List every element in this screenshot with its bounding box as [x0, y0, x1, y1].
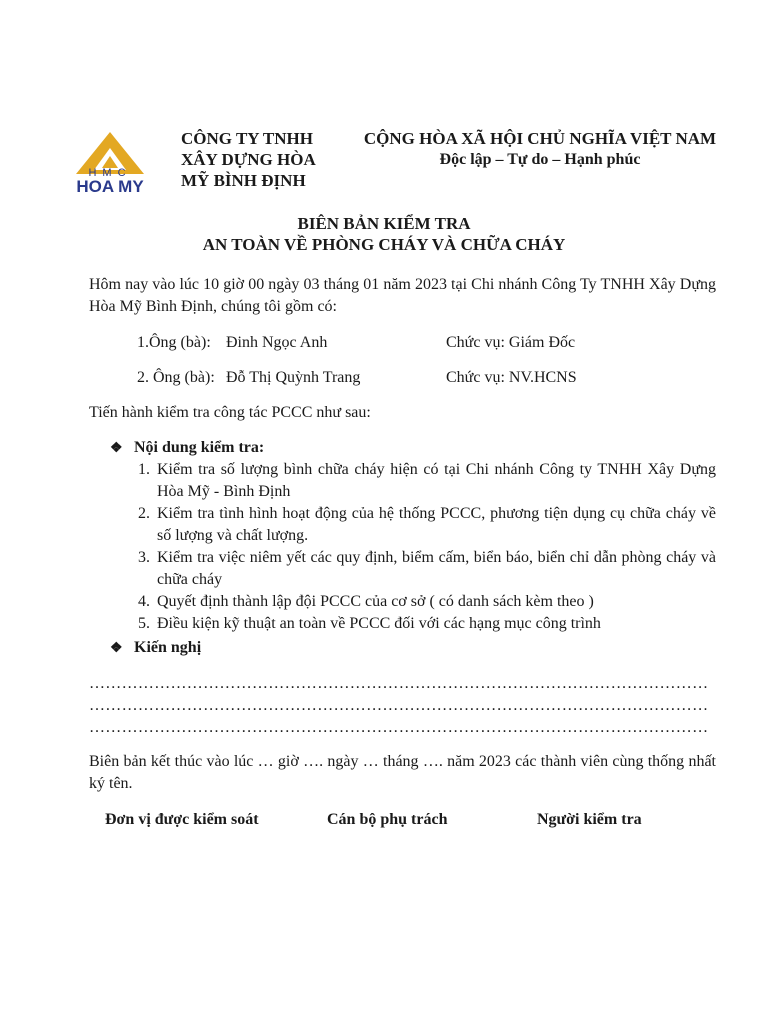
company-name: [181, 128, 341, 191]
list-item-text: Kiểm tra số lượng bình chữa cháy hiện có tại Chi nhánh Công ty TNHH Xây Dựng Hòa Mỹ - Bình Định: [157, 461, 716, 500]
national-heading: [340, 128, 740, 170]
document-title: [0, 213, 768, 255]
list-item-number: 4.: [138, 593, 150, 610]
list-item-text: Điều kiện kỹ thuật an toàn về PCCC đối với các hạng mục công trình: [157, 615, 601, 632]
list-item: [130, 591, 716, 613]
member-name: Đinh Ngọc Anh: [226, 334, 328, 351]
member-role: Chức vụ: Giám Đốc: [446, 334, 576, 351]
recommendation-heading: [110, 637, 201, 660]
list-item-text: Quyết định thành lập đội PCCC của cơ sở ( có danh sách kèm theo ): [157, 593, 594, 610]
recommendation-heading-label: Kiến nghị: [134, 639, 202, 656]
signature-inspector: Người kiểm tra: [537, 811, 642, 828]
member-name: Đỗ Thị Quỳnh Trang: [226, 369, 361, 386]
content-heading: [110, 437, 264, 460]
list-item-number: 5.: [138, 615, 150, 632]
dotted-line: ……………………………………………………………………………………………………: [89, 719, 709, 736]
closing-paragraph: Biên bản kết thúc vào lúc … giờ …. ngày … tháng …. năm 2023 các thành viên cùng thống nhất ký tên.: [89, 753, 716, 792]
dotted-line: ……………………………………………………………………………………………………: [89, 697, 709, 714]
intro-paragraph: Hôm nay vào lúc 10 giờ 00 ngày 03 tháng 01 năm 2023 tại Chi nhánh Công Ty TNHH Xây Dựng Hòa Mỹ Bình Định, chúng tôi gồm có:: [89, 276, 716, 315]
member-role: Chức vụ: NV.HCNS: [446, 369, 577, 386]
logo-mark-icon: [70, 130, 150, 196]
signature-officer-in-charge: Cán bộ phụ trách: [327, 811, 448, 828]
list-item: [130, 459, 716, 503]
logo-initials: HMC: [88, 167, 132, 179]
dotted-line: ……………………………………………………………………………………………………: [89, 675, 709, 692]
list-item-number: 1.: [138, 461, 150, 478]
diamond-bullet-icon: ❖: [110, 641, 123, 656]
title-line: AN TOÀN VỀ PHÒNG CHÁY VÀ CHỮA CHÁY: [202, 235, 566, 254]
member-number: 1.Ông (bà):: [137, 334, 211, 351]
title-line: BIÊN BẢN KIỂM TRA: [297, 214, 471, 233]
list-item-text: Kiểm tra việc niêm yết các quy định, biểm cấm, biển báo, biển chỉ dẫn phòng cháy và chữa cháy: [157, 549, 716, 588]
proceed-paragraph: Tiến hành kiểm tra công tác PCCC như sau:: [89, 404, 371, 421]
company-line: CÔNG TY TNHH: [181, 129, 313, 148]
logo-brand: HOA MY: [76, 177, 144, 196]
list-item-number: 2.: [138, 505, 150, 522]
list-item: [130, 547, 716, 591]
nation-motto: Độc lập – Tự do – Hạnh phúc: [439, 151, 641, 168]
list-item-text: Kiểm tra tình hình hoạt động của hệ thống PCCC, phương tiện dụng cụ chữa cháy về số lượng và chất lượng.: [157, 505, 716, 544]
content-heading-label: Nội dung kiểm tra:: [134, 439, 265, 456]
diamond-bullet-icon: ❖: [110, 441, 123, 456]
nation-name: CỘNG HÒA XÃ HỘI CHỦ NGHĨA VIỆT NAM: [363, 129, 717, 148]
signature-controlled-unit: Đơn vị được kiểm soát: [105, 811, 259, 828]
member-number: 2. Ông (bà):: [137, 369, 215, 386]
list-item-number: 3.: [138, 549, 150, 566]
list-item: [130, 503, 716, 547]
company-line: XÂY DỰNG HÒA: [181, 150, 316, 169]
recommendation-fill-lines: [89, 673, 716, 739]
company-logo: [70, 130, 150, 196]
company-line: MỸ BÌNH ĐỊNH: [181, 171, 306, 190]
list-item: [130, 613, 716, 635]
check-list: [130, 459, 716, 635]
